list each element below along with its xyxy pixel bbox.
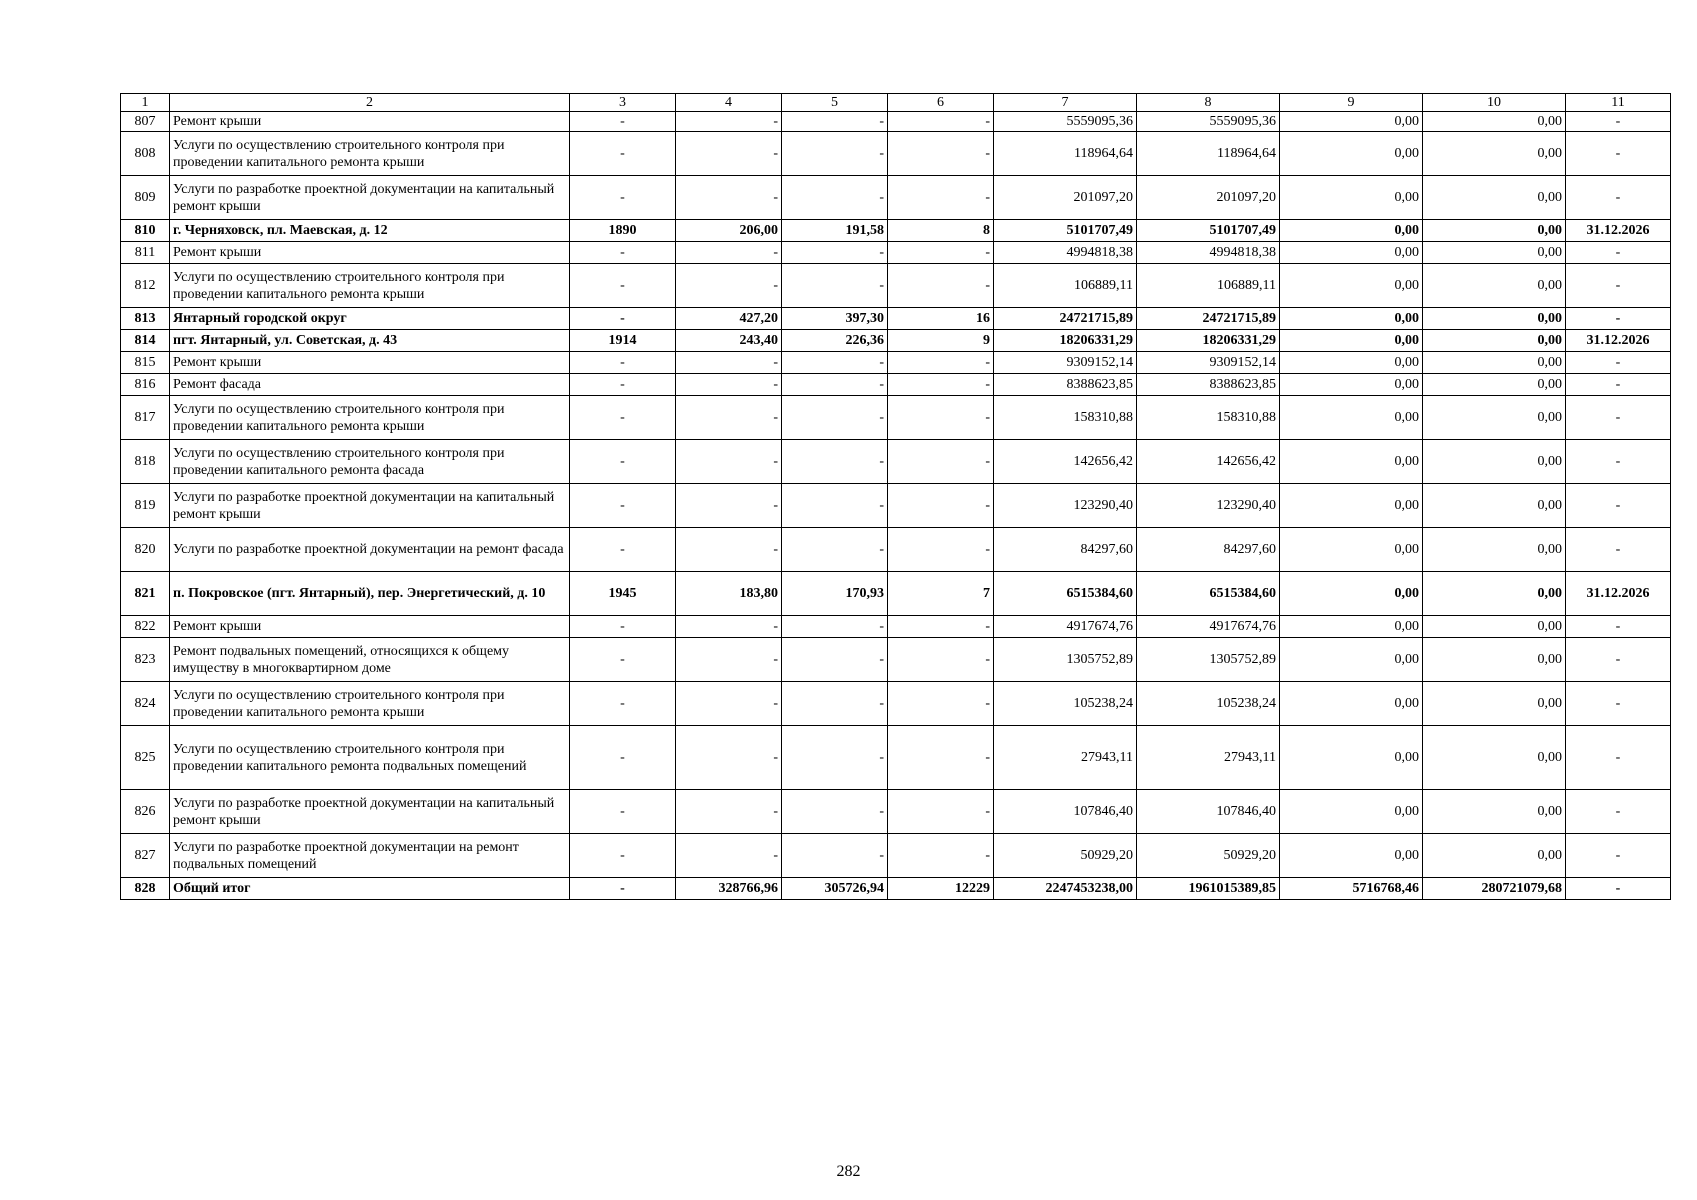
area-cell: - xyxy=(676,396,782,440)
total-cost-cell: 4917674,76 xyxy=(994,616,1137,638)
fund-cost-cell: 6515384,60 xyxy=(1137,572,1280,616)
residents-cell: - xyxy=(888,264,994,308)
living-area-cell: - xyxy=(782,374,888,396)
row-description: Ремонт фасада xyxy=(170,374,570,396)
living-area-cell: 191,58 xyxy=(782,220,888,242)
living-area-cell: - xyxy=(782,834,888,878)
residents-cell: - xyxy=(888,176,994,220)
budget-cost-cell: 0,00 xyxy=(1280,834,1423,878)
other-cost-cell: 0,00 xyxy=(1423,308,1566,330)
other-cost-cell: 280721079,68 xyxy=(1423,878,1566,900)
row-number: 813 xyxy=(121,308,170,330)
budget-cost-cell: 0,00 xyxy=(1280,132,1423,176)
row-number: 822 xyxy=(121,616,170,638)
deadline-cell: 31.12.2026 xyxy=(1566,572,1671,616)
residents-cell: - xyxy=(888,132,994,176)
row-description: Услуги по осуществлению строительного контроля при проведении капитального ремонта фасада xyxy=(170,440,570,484)
residents-cell: - xyxy=(888,484,994,528)
area-cell: 328766,96 xyxy=(676,878,782,900)
total-cost-cell: 8388623,85 xyxy=(994,374,1137,396)
row-description: Ремонт крыши xyxy=(170,112,570,132)
deadline-cell: 31.12.2026 xyxy=(1566,330,1671,352)
deadline-cell: - xyxy=(1566,396,1671,440)
other-cost-cell: 0,00 xyxy=(1423,132,1566,176)
table-row xyxy=(121,834,1671,878)
total-cost-cell: 2247453238,00 xyxy=(994,878,1137,900)
deadline-cell: - xyxy=(1566,112,1671,132)
row-number: 819 xyxy=(121,484,170,528)
living-area-cell: 226,36 xyxy=(782,330,888,352)
row-description: Услуги по разработке проектной документации на ремонт подвальных помещений xyxy=(170,834,570,878)
deadline-cell: - xyxy=(1566,638,1671,682)
other-cost-cell: 0,00 xyxy=(1423,242,1566,264)
year-cell: - xyxy=(570,308,676,330)
table-row xyxy=(121,638,1671,682)
fund-cost-cell: 105238,24 xyxy=(1137,682,1280,726)
row-number: 807 xyxy=(121,112,170,132)
row-description: Общий итог xyxy=(170,878,570,900)
residents-cell: - xyxy=(888,396,994,440)
living-area-cell: - xyxy=(782,264,888,308)
table-row xyxy=(121,176,1671,220)
deadline-cell: - xyxy=(1566,308,1671,330)
year-cell: - xyxy=(570,528,676,572)
column-number: 1 xyxy=(121,94,170,112)
deadline-cell: - xyxy=(1566,790,1671,834)
area-cell: - xyxy=(676,176,782,220)
year-cell: - xyxy=(570,396,676,440)
total-cost-cell: 1305752,89 xyxy=(994,638,1137,682)
column-number-row xyxy=(121,94,1671,112)
other-cost-cell: 0,00 xyxy=(1423,440,1566,484)
other-cost-cell: 0,00 xyxy=(1423,352,1566,374)
area-cell: - xyxy=(676,264,782,308)
fund-cost-cell: 1961015389,85 xyxy=(1137,878,1280,900)
table-row xyxy=(121,616,1671,638)
other-cost-cell: 0,00 xyxy=(1423,572,1566,616)
row-number: 817 xyxy=(121,396,170,440)
budget-cost-cell: 0,00 xyxy=(1280,440,1423,484)
row-number: 810 xyxy=(121,220,170,242)
year-cell: 1914 xyxy=(570,330,676,352)
table-row xyxy=(121,528,1671,572)
budget-cost-cell: 0,00 xyxy=(1280,176,1423,220)
total-cost-cell: 84297,60 xyxy=(994,528,1137,572)
year-cell: - xyxy=(570,790,676,834)
year-cell: - xyxy=(570,352,676,374)
row-description: Услуги по осуществлению строительного контроля при проведении капитального ремонта крыши xyxy=(170,132,570,176)
residents-cell: - xyxy=(888,726,994,790)
fund-cost-cell: 118964,64 xyxy=(1137,132,1280,176)
total-row xyxy=(121,878,1671,900)
residents-cell: 8 xyxy=(888,220,994,242)
area-cell: - xyxy=(676,682,782,726)
fund-cost-cell: 107846,40 xyxy=(1137,790,1280,834)
table-row xyxy=(121,726,1671,790)
other-cost-cell: 0,00 xyxy=(1423,374,1566,396)
year-cell: 1945 xyxy=(570,572,676,616)
area-cell: - xyxy=(676,790,782,834)
budget-cost-cell: 0,00 xyxy=(1280,528,1423,572)
other-cost-cell: 0,00 xyxy=(1423,112,1566,132)
row-number: 808 xyxy=(121,132,170,176)
row-number: 824 xyxy=(121,682,170,726)
budget-cost-cell: 0,00 xyxy=(1280,726,1423,790)
column-number: 5 xyxy=(782,94,888,112)
fund-cost-cell: 84297,60 xyxy=(1137,528,1280,572)
budget-cost-cell: 0,00 xyxy=(1280,242,1423,264)
area-cell: - xyxy=(676,440,782,484)
row-number: 820 xyxy=(121,528,170,572)
deadline-cell: - xyxy=(1566,440,1671,484)
residents-cell: 9 xyxy=(888,330,994,352)
budget-cost-cell: 0,00 xyxy=(1280,112,1423,132)
year-cell: - xyxy=(570,616,676,638)
deadline-cell: - xyxy=(1566,834,1671,878)
fund-cost-cell: 5559095,36 xyxy=(1137,112,1280,132)
fund-cost-cell: 106889,11 xyxy=(1137,264,1280,308)
living-area-cell: - xyxy=(782,638,888,682)
total-cost-cell: 9309152,14 xyxy=(994,352,1137,374)
other-cost-cell: 0,00 xyxy=(1423,176,1566,220)
row-number: 812 xyxy=(121,264,170,308)
column-number: 7 xyxy=(994,94,1137,112)
fund-cost-cell: 18206331,29 xyxy=(1137,330,1280,352)
deadline-cell: - xyxy=(1566,352,1671,374)
budget-cost-cell: 0,00 xyxy=(1280,264,1423,308)
total-cost-cell: 158310,88 xyxy=(994,396,1137,440)
other-cost-cell: 0,00 xyxy=(1423,330,1566,352)
table-row xyxy=(121,242,1671,264)
residents-cell: 16 xyxy=(888,308,994,330)
deadline-cell: - xyxy=(1566,484,1671,528)
living-area-cell: 170,93 xyxy=(782,572,888,616)
row-description: Ремонт крыши xyxy=(170,352,570,374)
deadline-cell: - xyxy=(1566,682,1671,726)
residents-cell: - xyxy=(888,374,994,396)
row-description: Услуги по осуществлению строительного контроля при проведении капитального ремонта крыши xyxy=(170,682,570,726)
row-number: 821 xyxy=(121,572,170,616)
table-row xyxy=(121,112,1671,132)
area-cell: - xyxy=(676,484,782,528)
residents-cell: - xyxy=(888,834,994,878)
budget-cost-cell: 0,00 xyxy=(1280,682,1423,726)
budget-cost-cell: 0,00 xyxy=(1280,220,1423,242)
row-description: Услуги по разработке проектной документации на капитальный ремонт крыши xyxy=(170,790,570,834)
row-description: г. Черняховск, пл. Маевская, д. 12 xyxy=(170,220,570,242)
area-cell: - xyxy=(676,638,782,682)
deadline-cell: - xyxy=(1566,616,1671,638)
living-area-cell: - xyxy=(782,790,888,834)
area-cell: 243,40 xyxy=(676,330,782,352)
year-cell: - xyxy=(570,374,676,396)
deadline-cell: - xyxy=(1566,528,1671,572)
row-number: 816 xyxy=(121,374,170,396)
table-row xyxy=(121,308,1671,330)
year-cell: - xyxy=(570,726,676,790)
living-area-cell: - xyxy=(782,242,888,264)
fund-cost-cell: 201097,20 xyxy=(1137,176,1280,220)
row-description: п. Покровское (пгт. Янтарный), пер. Энергетический, д. 10 xyxy=(170,572,570,616)
row-description: Ремонт крыши xyxy=(170,616,570,638)
repair-schedule-table xyxy=(120,93,1671,900)
row-description: Услуги по разработке проектной документации на ремонт фасада xyxy=(170,528,570,572)
row-number: 811 xyxy=(121,242,170,264)
table-row xyxy=(121,352,1671,374)
residents-cell: - xyxy=(888,638,994,682)
budget-cost-cell: 0,00 xyxy=(1280,374,1423,396)
living-area-cell: - xyxy=(782,484,888,528)
total-cost-cell: 106889,11 xyxy=(994,264,1137,308)
year-cell: 1890 xyxy=(570,220,676,242)
living-area-cell: - xyxy=(782,726,888,790)
area-cell: - xyxy=(676,834,782,878)
year-cell: - xyxy=(570,264,676,308)
deadline-cell: - xyxy=(1566,878,1671,900)
other-cost-cell: 0,00 xyxy=(1423,528,1566,572)
budget-cost-cell: 0,00 xyxy=(1280,330,1423,352)
living-area-cell: - xyxy=(782,132,888,176)
residents-cell: 12229 xyxy=(888,878,994,900)
row-number: 826 xyxy=(121,790,170,834)
budget-cost-cell: 5716768,46 xyxy=(1280,878,1423,900)
area-cell: 206,00 xyxy=(676,220,782,242)
other-cost-cell: 0,00 xyxy=(1423,834,1566,878)
table-row xyxy=(121,484,1671,528)
budget-cost-cell: 0,00 xyxy=(1280,790,1423,834)
area-cell: - xyxy=(676,132,782,176)
table-row xyxy=(121,132,1671,176)
area-cell: - xyxy=(676,374,782,396)
deadline-cell: 31.12.2026 xyxy=(1566,220,1671,242)
fund-cost-cell: 158310,88 xyxy=(1137,396,1280,440)
living-area-cell: - xyxy=(782,176,888,220)
residents-cell: - xyxy=(888,528,994,572)
living-area-cell: 397,30 xyxy=(782,308,888,330)
column-number: 9 xyxy=(1280,94,1423,112)
column-number: 6 xyxy=(888,94,994,112)
row-number: 815 xyxy=(121,352,170,374)
table-row xyxy=(121,790,1671,834)
total-cost-cell: 5101707,49 xyxy=(994,220,1137,242)
other-cost-cell: 0,00 xyxy=(1423,638,1566,682)
year-cell: - xyxy=(570,176,676,220)
total-cost-cell: 24721715,89 xyxy=(994,308,1137,330)
deadline-cell: - xyxy=(1566,374,1671,396)
living-area-cell: - xyxy=(782,440,888,484)
column-number: 3 xyxy=(570,94,676,112)
total-cost-cell: 18206331,29 xyxy=(994,330,1137,352)
residents-cell: - xyxy=(888,440,994,484)
row-description: Услуги по разработке проектной документации на капитальный ремонт крыши xyxy=(170,176,570,220)
other-cost-cell: 0,00 xyxy=(1423,396,1566,440)
year-cell: - xyxy=(570,682,676,726)
total-cost-cell: 201097,20 xyxy=(994,176,1137,220)
other-cost-cell: 0,00 xyxy=(1423,790,1566,834)
column-number: 8 xyxy=(1137,94,1280,112)
year-cell: - xyxy=(570,484,676,528)
row-number: 814 xyxy=(121,330,170,352)
area-cell: 183,80 xyxy=(676,572,782,616)
year-cell: - xyxy=(570,638,676,682)
living-area-cell: - xyxy=(782,682,888,726)
year-cell: - xyxy=(570,132,676,176)
total-cost-cell: 50929,20 xyxy=(994,834,1137,878)
deadline-cell: - xyxy=(1566,176,1671,220)
total-cost-cell: 5559095,36 xyxy=(994,112,1137,132)
total-cost-cell: 27943,11 xyxy=(994,726,1137,790)
fund-cost-cell: 8388623,85 xyxy=(1137,374,1280,396)
table-row xyxy=(121,682,1671,726)
total-cost-cell: 123290,40 xyxy=(994,484,1137,528)
row-description: Услуги по осуществлению строительного контроля при проведении капитального ремонта крыши xyxy=(170,264,570,308)
area-cell: - xyxy=(676,112,782,132)
fund-cost-cell: 4917674,76 xyxy=(1137,616,1280,638)
other-cost-cell: 0,00 xyxy=(1423,220,1566,242)
budget-cost-cell: 0,00 xyxy=(1280,484,1423,528)
area-cell: - xyxy=(676,616,782,638)
row-number: 823 xyxy=(121,638,170,682)
other-cost-cell: 0,00 xyxy=(1423,264,1566,308)
other-cost-cell: 0,00 xyxy=(1423,484,1566,528)
fund-cost-cell: 50929,20 xyxy=(1137,834,1280,878)
budget-cost-cell: 0,00 xyxy=(1280,616,1423,638)
residents-cell: - xyxy=(888,790,994,834)
fund-cost-cell: 5101707,49 xyxy=(1137,220,1280,242)
table-row xyxy=(121,396,1671,440)
fund-cost-cell: 142656,42 xyxy=(1137,440,1280,484)
row-number: 809 xyxy=(121,176,170,220)
budget-cost-cell: 0,00 xyxy=(1280,638,1423,682)
year-cell: - xyxy=(570,834,676,878)
year-cell: - xyxy=(570,878,676,900)
table-row xyxy=(121,572,1671,616)
budget-cost-cell: 0,00 xyxy=(1280,396,1423,440)
area-cell: 427,20 xyxy=(676,308,782,330)
year-cell: - xyxy=(570,440,676,484)
deadline-cell: - xyxy=(1566,242,1671,264)
row-description: пгт. Янтарный, ул. Советская, д. 43 xyxy=(170,330,570,352)
living-area-cell: - xyxy=(782,396,888,440)
total-cost-cell: 142656,42 xyxy=(994,440,1137,484)
residents-cell: - xyxy=(888,682,994,726)
living-area-cell: - xyxy=(782,616,888,638)
total-cost-cell: 6515384,60 xyxy=(994,572,1137,616)
fund-cost-cell: 1305752,89 xyxy=(1137,638,1280,682)
residents-cell: - xyxy=(888,112,994,132)
table-row xyxy=(121,440,1671,484)
budget-cost-cell: 0,00 xyxy=(1280,572,1423,616)
table-row xyxy=(121,374,1671,396)
area-cell: - xyxy=(676,528,782,572)
column-number: 10 xyxy=(1423,94,1566,112)
deadline-cell: - xyxy=(1566,726,1671,790)
other-cost-cell: 0,00 xyxy=(1423,682,1566,726)
living-area-cell: - xyxy=(782,352,888,374)
budget-cost-cell: 0,00 xyxy=(1280,352,1423,374)
living-area-cell: - xyxy=(782,528,888,572)
other-cost-cell: 0,00 xyxy=(1423,726,1566,790)
fund-cost-cell: 24721715,89 xyxy=(1137,308,1280,330)
residents-cell: - xyxy=(888,616,994,638)
column-number: 11 xyxy=(1566,94,1671,112)
living-area-cell: - xyxy=(782,112,888,132)
budget-cost-cell: 0,00 xyxy=(1280,308,1423,330)
row-description: Услуги по осуществлению строительного контроля при проведении капитального ремонта подвальных помещений xyxy=(170,726,570,790)
fund-cost-cell: 123290,40 xyxy=(1137,484,1280,528)
living-area-cell: 305726,94 xyxy=(782,878,888,900)
total-cost-cell: 107846,40 xyxy=(994,790,1137,834)
area-cell: - xyxy=(676,352,782,374)
row-number: 818 xyxy=(121,440,170,484)
total-cost-cell: 105238,24 xyxy=(994,682,1137,726)
fund-cost-cell: 9309152,14 xyxy=(1137,352,1280,374)
row-description: Услуги по осуществлению строительного контроля при проведении капитального ремонта крыши xyxy=(170,396,570,440)
residents-cell: - xyxy=(888,352,994,374)
residents-cell: 7 xyxy=(888,572,994,616)
table-row xyxy=(121,330,1671,352)
area-cell: - xyxy=(676,242,782,264)
deadline-cell: - xyxy=(1566,264,1671,308)
row-number: 828 xyxy=(121,878,170,900)
row-description: Янтарный городской округ xyxy=(170,308,570,330)
fund-cost-cell: 4994818,38 xyxy=(1137,242,1280,264)
row-number: 827 xyxy=(121,834,170,878)
other-cost-cell: 0,00 xyxy=(1423,616,1566,638)
page-number: 282 xyxy=(836,1163,861,1180)
table-row xyxy=(121,264,1671,308)
year-cell: - xyxy=(570,242,676,264)
row-description: Ремонт подвальных помещений, относящихся к общему имуществу в многоквартирном доме xyxy=(170,638,570,682)
row-description: Услуги по разработке проектной документации на капитальный ремонт крыши xyxy=(170,484,570,528)
fund-cost-cell: 27943,11 xyxy=(1137,726,1280,790)
residents-cell: - xyxy=(888,242,994,264)
total-cost-cell: 118964,64 xyxy=(994,132,1137,176)
row-description: Ремонт крыши xyxy=(170,242,570,264)
column-number: 2 xyxy=(170,94,570,112)
table-row xyxy=(121,220,1671,242)
total-cost-cell: 4994818,38 xyxy=(994,242,1137,264)
column-number: 4 xyxy=(676,94,782,112)
deadline-cell: - xyxy=(1566,132,1671,176)
area-cell: - xyxy=(676,726,782,790)
year-cell: - xyxy=(570,112,676,132)
row-number: 825 xyxy=(121,726,170,790)
